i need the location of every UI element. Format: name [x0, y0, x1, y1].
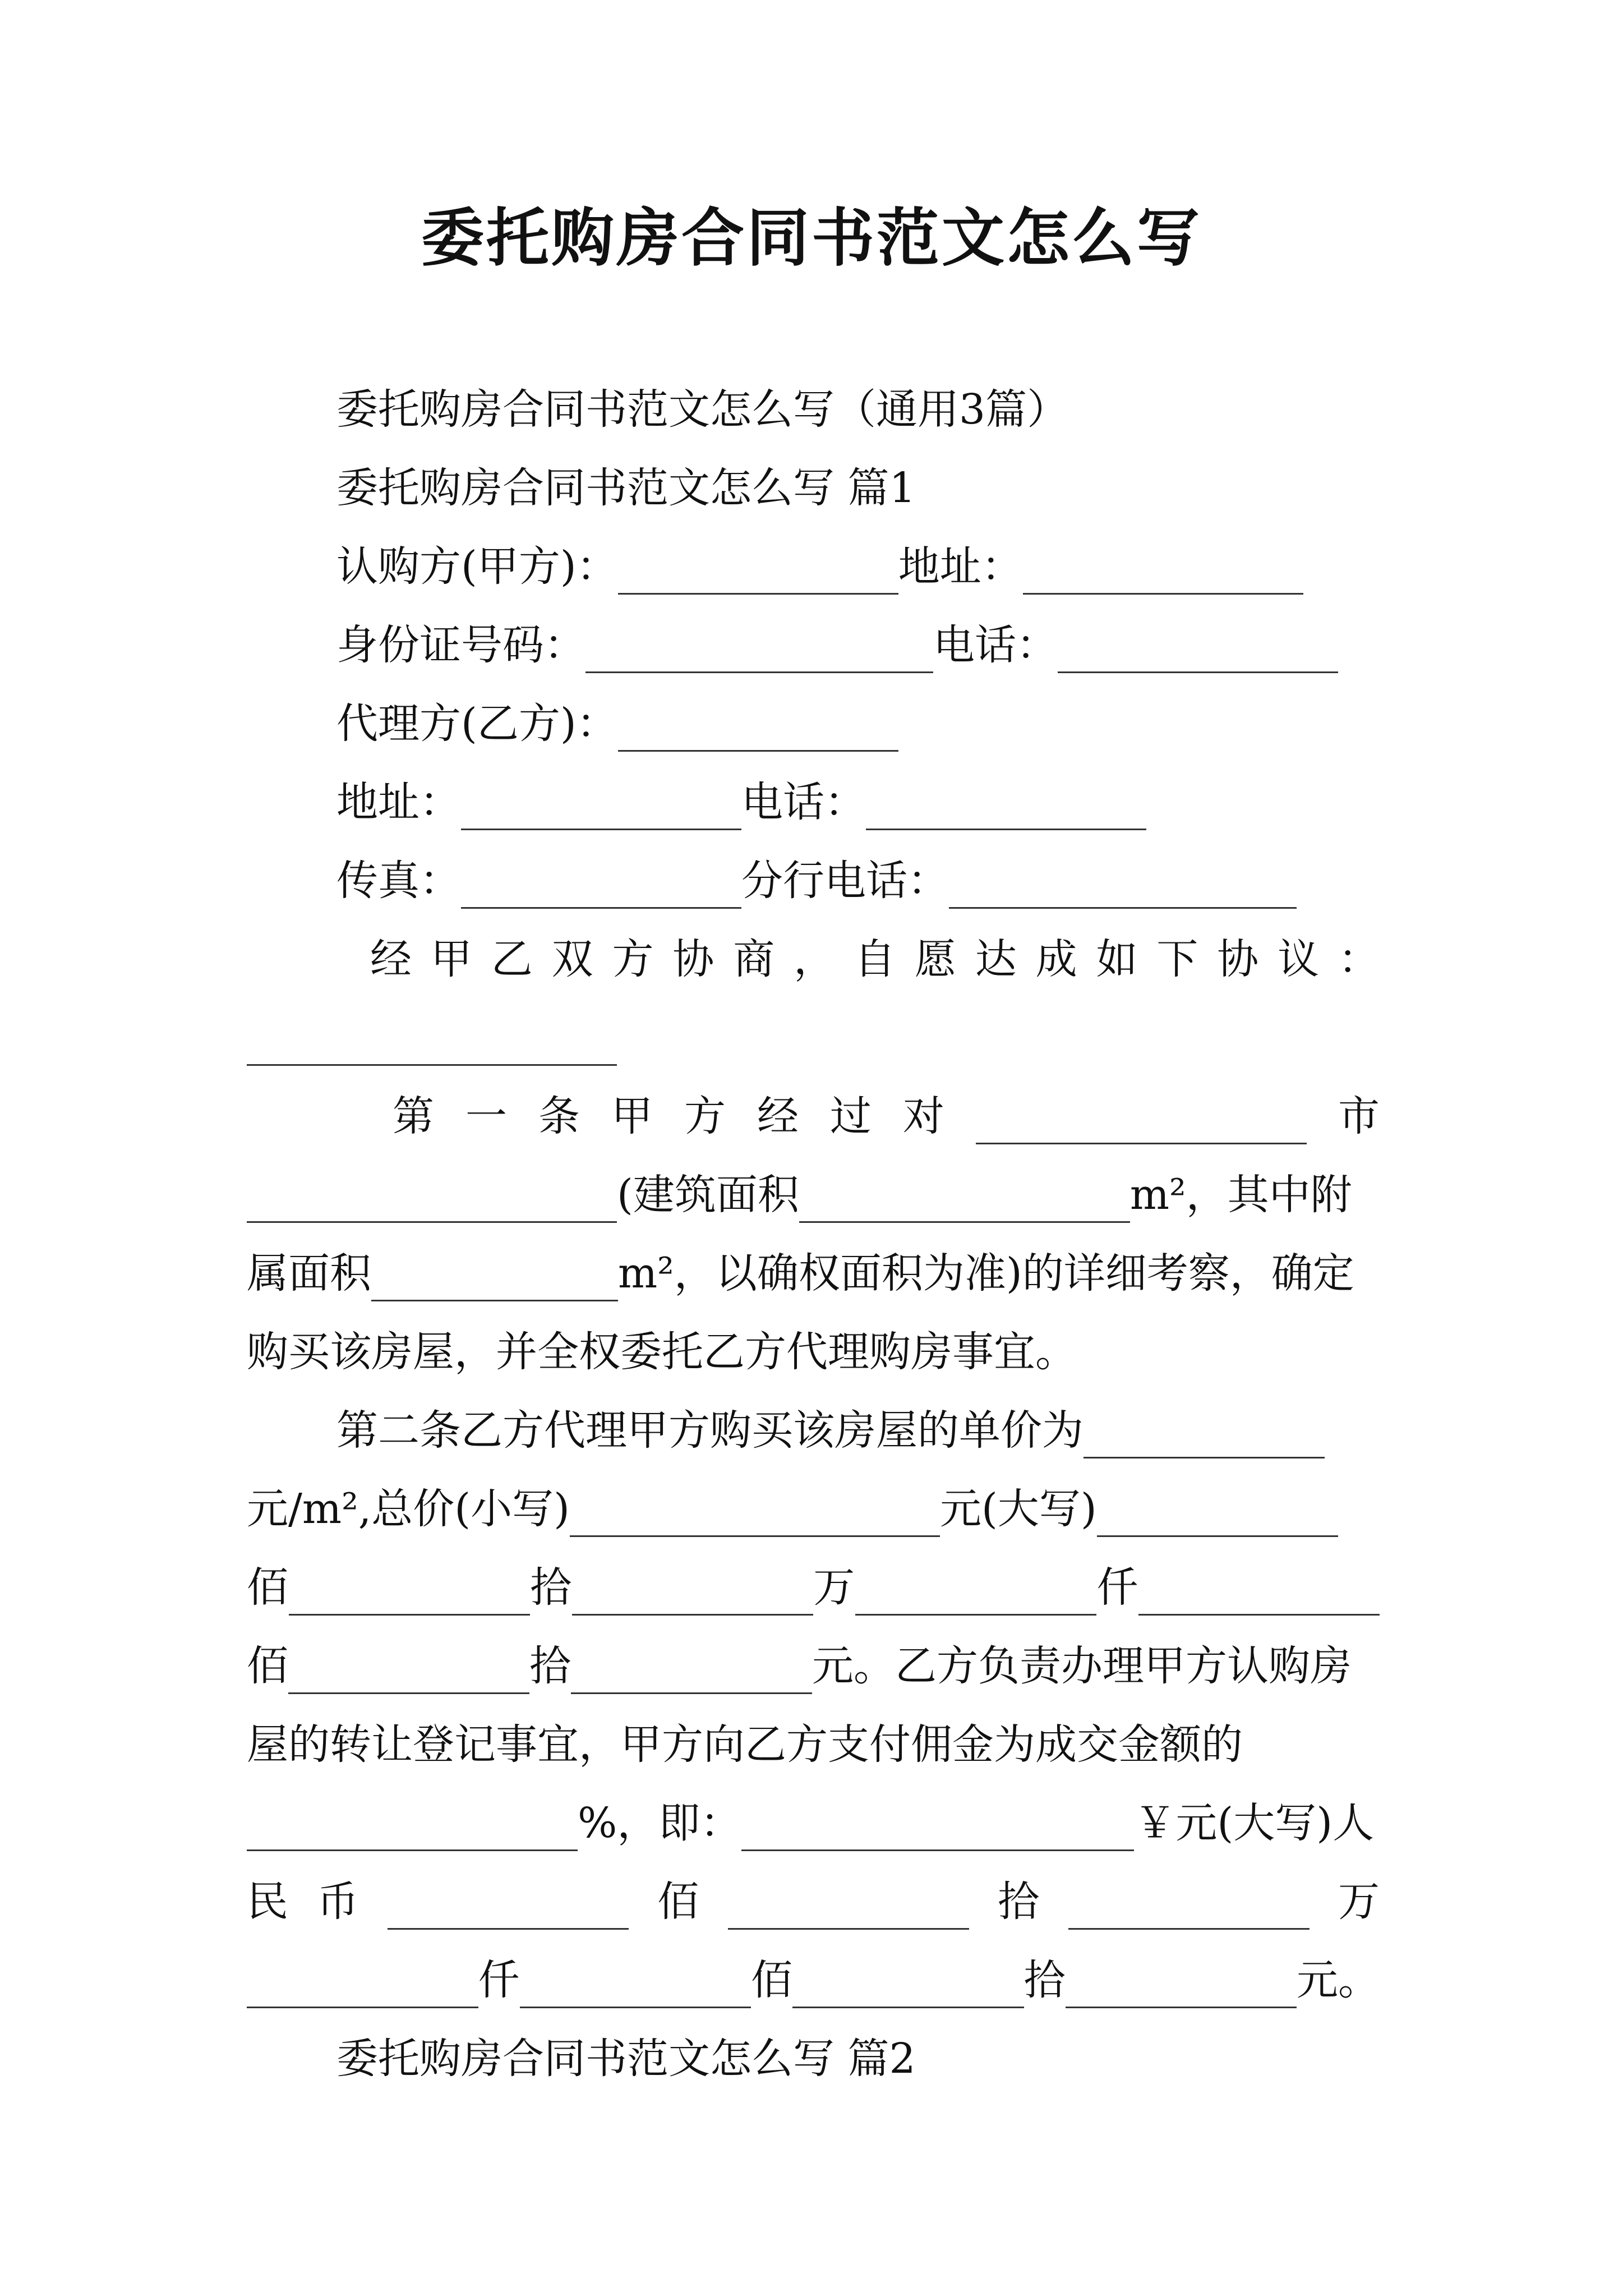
total-price-label: 元/m²,总价(小写)	[247, 1485, 570, 1533]
agreement-char: 成	[1035, 935, 1077, 983]
agreement-char: 达	[975, 935, 1017, 983]
rmb-char: 币	[317, 1878, 359, 1926]
fax-row	[336, 853, 1297, 909]
agreement-char: 议	[1278, 935, 1320, 983]
agreement-blank[interactable]	[247, 1019, 617, 1066]
article2-line2	[247, 1481, 1338, 1537]
document-subtitle: 委托购房合同书范文怎么写（通用3篇）	[336, 385, 1069, 434]
commission-amount-blank[interactable]	[741, 1805, 1134, 1851]
building-area-blank[interactable]	[799, 1176, 1130, 1223]
total-uppercase-blank[interactable]	[1097, 1490, 1338, 1537]
id-row	[336, 617, 1338, 673]
amount-blank[interactable]	[1138, 1569, 1380, 1616]
agreement-char: 商	[733, 935, 775, 983]
ten-label: 拾	[529, 1642, 571, 1690]
part2-heading: 委托购房合同书范文怎么写 篇2	[336, 2035, 916, 2083]
agent-phone-label: 电话：	[741, 778, 866, 826]
ten-label: 拾	[1023, 1956, 1066, 2004]
agent-address-label: 地址：	[336, 778, 461, 826]
buyer-address-label: 地址：	[898, 542, 1023, 591]
buyer-address-blank[interactable]	[1023, 548, 1303, 595]
commission-amount-label: ￥元(大写)人	[1134, 1799, 1375, 1847]
buyer-phone-blank[interactable]	[1058, 627, 1338, 673]
article1-line2	[247, 1167, 1352, 1223]
amount-blank[interactable]	[289, 1569, 530, 1616]
building-area-unit: m²，其中附	[1129, 1171, 1352, 1219]
part1-heading: 委托购房合同书范文怎么写 篇1	[336, 464, 916, 512]
branch-phone-blank[interactable]	[949, 862, 1297, 909]
buyer-row	[336, 539, 1303, 595]
ten-thousand-label: 万	[1338, 1878, 1380, 1926]
thousand-label: 仟	[478, 1956, 520, 2004]
hundred-label: 佰	[247, 1563, 288, 1612]
agreement-char: 下	[1156, 935, 1198, 983]
agent-label: 代理方(乙方)：	[336, 700, 618, 748]
article1-char: 一	[465, 1092, 507, 1140]
agreement-char: 协	[672, 935, 714, 983]
hundred-label: 佰	[751, 1956, 792, 2004]
amount-blank[interactable]	[571, 1648, 812, 1694]
amount-blank[interactable]	[247, 1962, 478, 2008]
ten-label: 拾	[530, 1563, 572, 1612]
article2-line7	[247, 1874, 1380, 1930]
commission-rate-label: %，即：	[578, 1799, 742, 1847]
agreement-char: ，	[794, 935, 836, 983]
article1-char: 经	[757, 1092, 799, 1140]
agreement-char: 方	[612, 935, 654, 983]
article2-line4	[247, 1638, 1352, 1694]
agent-address-blank[interactable]	[461, 784, 741, 830]
article1-line4: 购买该房屋，并全权委托乙方代理购房事宜。	[247, 1328, 1077, 1376]
agent-name-blank[interactable]	[618, 705, 898, 752]
agent-phone-blank[interactable]	[866, 784, 1146, 830]
fax-blank[interactable]	[461, 862, 741, 909]
fax-label: 传真：	[336, 857, 461, 905]
hundred-label: 佰	[247, 1642, 288, 1690]
property-location-blank[interactable]	[247, 1176, 617, 1223]
article2-line8	[247, 1952, 1380, 2008]
agreement-char: 甲	[430, 935, 472, 983]
article1-char: 甲	[611, 1092, 653, 1140]
article2-line1	[336, 1402, 1325, 1458]
yuan-end-label: 元。	[1297, 1956, 1380, 2004]
unit-price-label: 第二条乙方代理甲方购买该房屋的单价为	[336, 1406, 1083, 1455]
article1-char: 第	[393, 1092, 434, 1140]
amount-blank[interactable]	[388, 1883, 629, 1930]
article2-line6	[247, 1795, 1374, 1851]
agreement-char: 协	[1217, 935, 1259, 983]
yuan-text: 元。乙方负责办理甲方认购房	[812, 1642, 1352, 1690]
amount-blank[interactable]	[520, 1962, 751, 2008]
building-area-label: (建筑面积	[617, 1171, 799, 1219]
article1-char: 对	[903, 1092, 944, 1140]
id-number-blank[interactable]	[585, 627, 933, 673]
city-blank[interactable]	[976, 1098, 1307, 1144]
amount-blank[interactable]	[855, 1569, 1096, 1616]
ten-label: 拾	[998, 1878, 1040, 1926]
article1-line3	[247, 1245, 1354, 1301]
article1-line1	[393, 1088, 1380, 1144]
article2-line3	[247, 1559, 1380, 1616]
article1-char: 过	[830, 1092, 872, 1140]
amount-blank[interactable]	[1068, 1883, 1310, 1930]
agreement-char: 双	[551, 935, 593, 983]
hundred-label: 佰	[657, 1878, 699, 1926]
ten-thousand-label: 万	[813, 1563, 855, 1612]
document-title: 委托购房合同书范文怎么写	[421, 201, 1202, 275]
agreement-char: 自	[854, 935, 896, 983]
agreement-char: 经	[370, 935, 412, 983]
agreement-char: 乙	[491, 935, 533, 983]
agreement-char: 愿	[914, 935, 956, 983]
agreement-char: ：	[1338, 935, 1380, 983]
attached-area-blank[interactable]	[371, 1255, 618, 1301]
commission-rate-blank[interactable]	[247, 1805, 578, 1851]
unit-price-blank[interactable]	[1083, 1412, 1325, 1458]
agreement-char: 如	[1096, 935, 1138, 983]
amount-blank[interactable]	[728, 1883, 969, 1930]
thousand-label: 仟	[1096, 1563, 1138, 1612]
agreement-line	[370, 931, 1380, 987]
attached-area-label: 属面积	[247, 1249, 371, 1297]
total-price-blank[interactable]	[570, 1490, 940, 1537]
article1-char: 方	[684, 1092, 726, 1140]
city-label: 市	[1338, 1092, 1380, 1140]
branch-phone-label: 分行电话：	[741, 857, 949, 905]
buyer-label: 认购方(甲方)：	[336, 542, 618, 591]
agent-address-row	[336, 774, 1146, 830]
buyer-phone-label: 电话：	[933, 621, 1058, 669]
amount-blank[interactable]	[572, 1569, 813, 1616]
agreement-blank-row	[247, 1010, 617, 1066]
total-price-uppercase-label: 元(大写)	[940, 1485, 1097, 1533]
amount-blank[interactable]	[288, 1648, 529, 1694]
id-number-label: 身份证号码：	[336, 621, 585, 669]
amount-blank[interactable]	[1066, 1962, 1297, 2008]
attached-area-unit: m²，以确权面积为准)的详细考察，确定	[618, 1249, 1354, 1297]
amount-blank[interactable]	[792, 1962, 1024, 2008]
buyer-name-blank[interactable]	[618, 548, 898, 595]
rmb-char: 民	[247, 1878, 288, 1926]
article2-line5: 屋的转让登记事宜，甲方向乙方支付佣金为成交金额的	[247, 1720, 1243, 1769]
article1-char: 条	[538, 1092, 580, 1140]
agent-row	[336, 696, 898, 752]
